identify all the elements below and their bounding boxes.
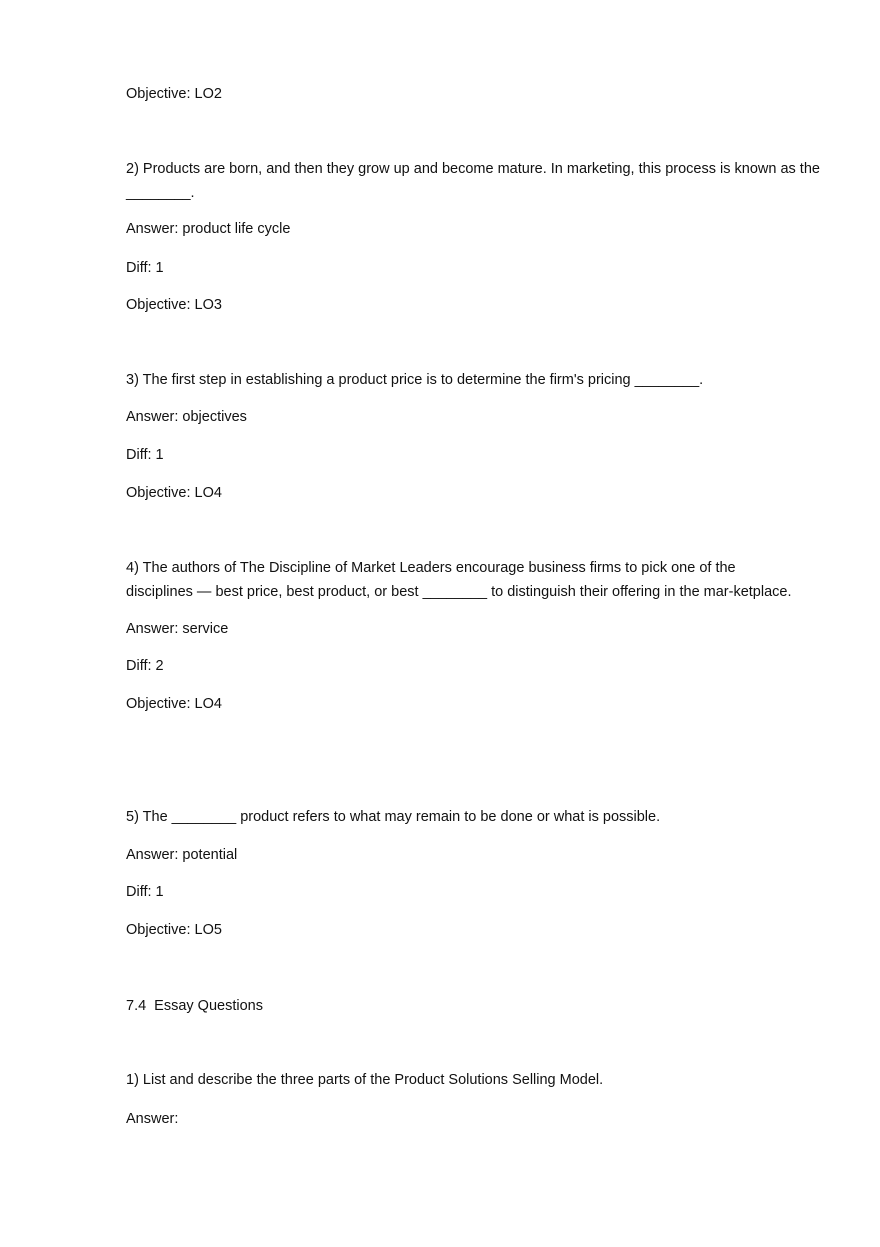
question-text-line-2: disciplines — best price, best product, or best ________ to distinguish their offering in the mar-ketplace. [126,584,792,600]
objective-text: Objective: LO3 [126,297,222,313]
essay-answer-label: Answer: [126,1111,179,1127]
answer-text: Answer: potential [126,847,238,863]
objective-text: Objective: LO4 [126,696,222,712]
question-text-line-1: 4) The authors of The Discipline of Market Leaders encourage business firms to pick one of the [126,560,736,576]
section-number: 7.4 [126,998,147,1014]
answer-text: Answer: objectives [126,409,247,425]
diff-text: Diff: 1 [126,447,164,463]
answer-text: Answer: service [126,621,229,637]
section-title: Essay Questions [154,998,263,1014]
diff-text: Diff: 1 [126,260,164,276]
objective-text: Objective: LO4 [126,485,222,501]
essay-question-text: 1) List and describe the three parts of the Product Solutions Selling Model. [126,1072,604,1088]
objective-text: Objective: LO5 [126,922,222,938]
section-heading [126,994,263,1018]
diff-text: Diff: 1 [126,884,164,900]
question-text: 3) The first step in establishing a product price is to determine the firm's pricing ________. [126,372,704,388]
objective-text: Objective: LO2 [126,86,222,102]
diff-text: Diff: 2 [126,658,164,674]
answer-text: Answer: product life cycle [126,221,291,237]
question-text: 2) Products are born, and then they grow up and become mature. In marketing, this process is known as the ________. [126,161,820,201]
question-text: 5) The ________ product refers to what may remain to be done or what is possible. [126,809,661,825]
